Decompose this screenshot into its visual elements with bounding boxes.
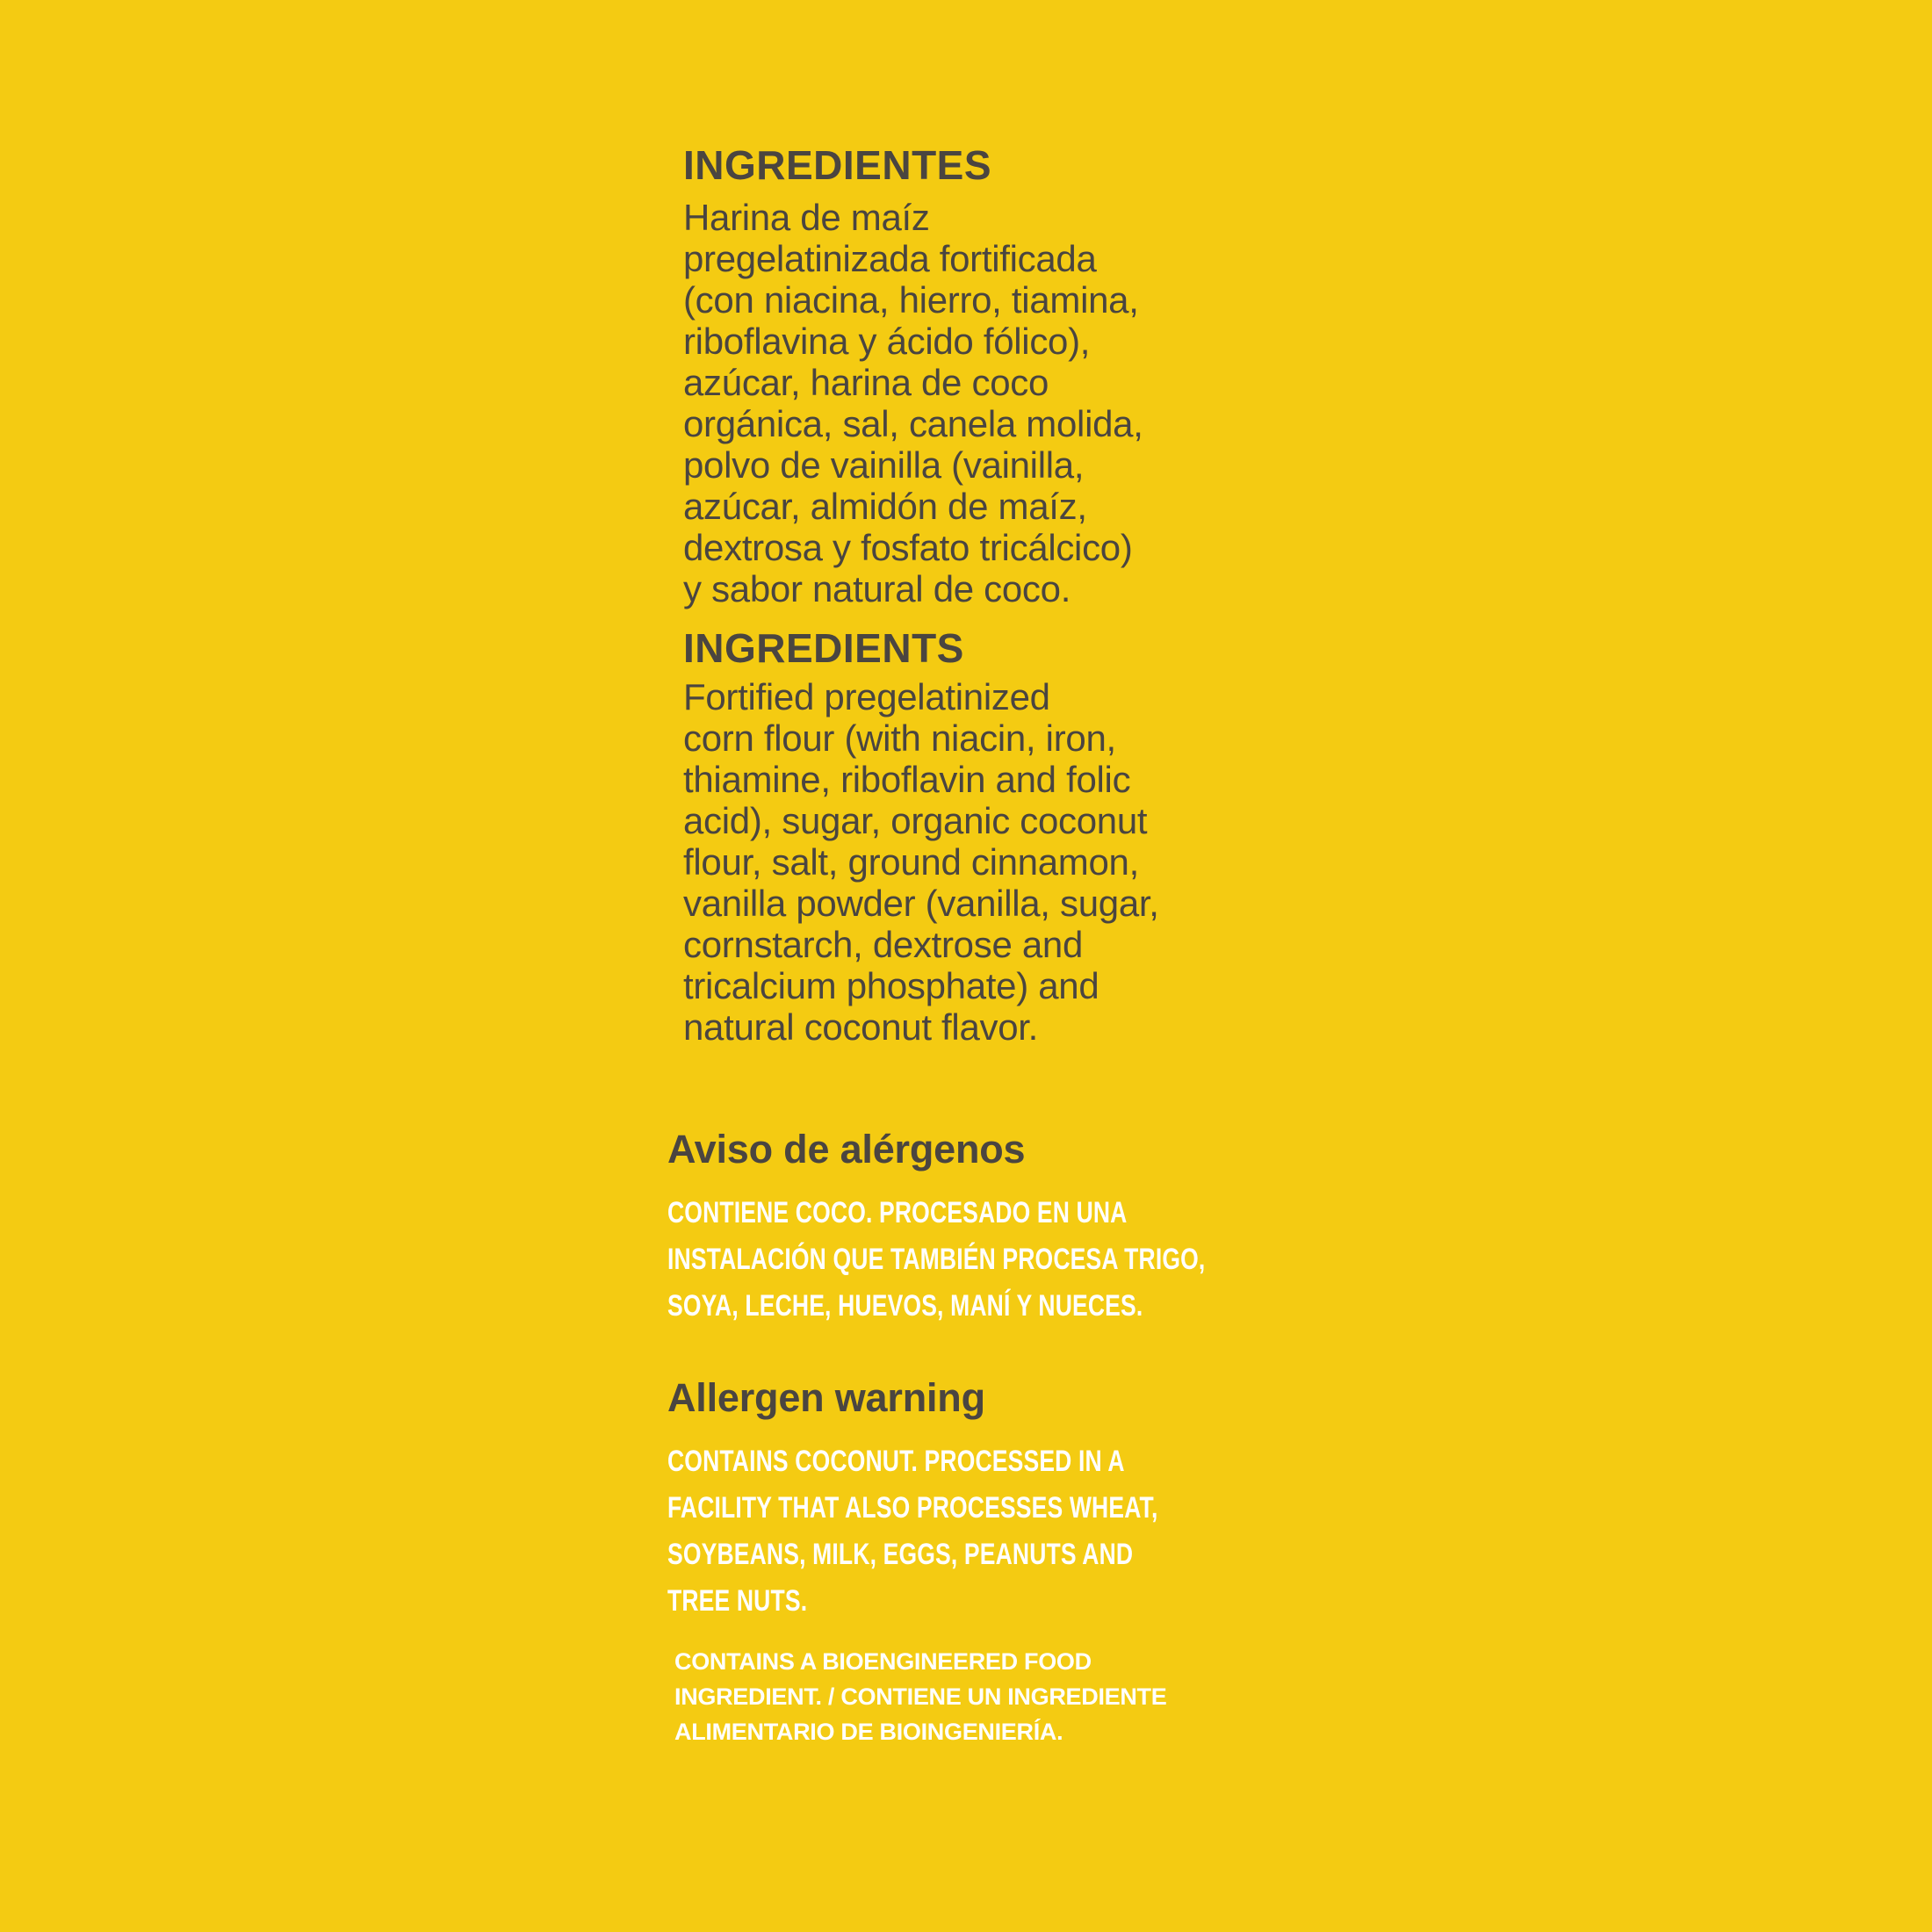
allergen-en-heading: Allergen warning [667, 1375, 985, 1420]
allergen-es-heading: Aviso de alérgenos [667, 1127, 1026, 1171]
ingredients-en-heading: INGREDIENTS [683, 625, 964, 671]
allergen-en-text: CONTAINS COCONUT. PROCESSED IN A FACILITY THAT ALSO PROCESSES WHEAT, SOYBEANS, MILK, EGGS, PEANUTS AND TREE NUTS. [667, 1445, 1158, 1618]
label-panel [667, 141, 1300, 1749]
bioengineered-note: CONTAINS A BIOENGINEERED FOOD INGREDIENT. / CONTIENE UN INGREDIENTE ALIMENTARIO DE BIOINGENIERÍA. [674, 1648, 1167, 1745]
allergen-es-text: CONTIENE COCO. PROCESADO EN UNA INSTALACIÓN QUE TAMBIÉN PROCESA TRIGO, SOYA, LECHE, HUEVOS, MANÍ Y NUECES. [667, 1196, 1206, 1323]
ingredients-es-heading: INGREDIENTES [683, 142, 992, 188]
ingredients-es-text: Harina de maíz pregelatinizada fortificada (con niacina, hierro, tiamina, riboflavina y ácido fólico), azúcar, harina de coco orgánica, sal, canela molida, polvo de vainilla (vainilla, azúcar, almidón de maíz, dextrosa y fosfato tricálcico) y sabor natural de coco. [683, 197, 1143, 609]
ingredients-en-text: Fortified pregelatinized corn flour (with niacin, iron, thiamine, riboflavin and folic acid), sugar, organic coconut flour, salt, ground cinnamon, vanilla powder (vanilla, sugar, cornstarch, dextrose and tricalcium phosphate) and natural coconut flavor. [683, 676, 1159, 1048]
